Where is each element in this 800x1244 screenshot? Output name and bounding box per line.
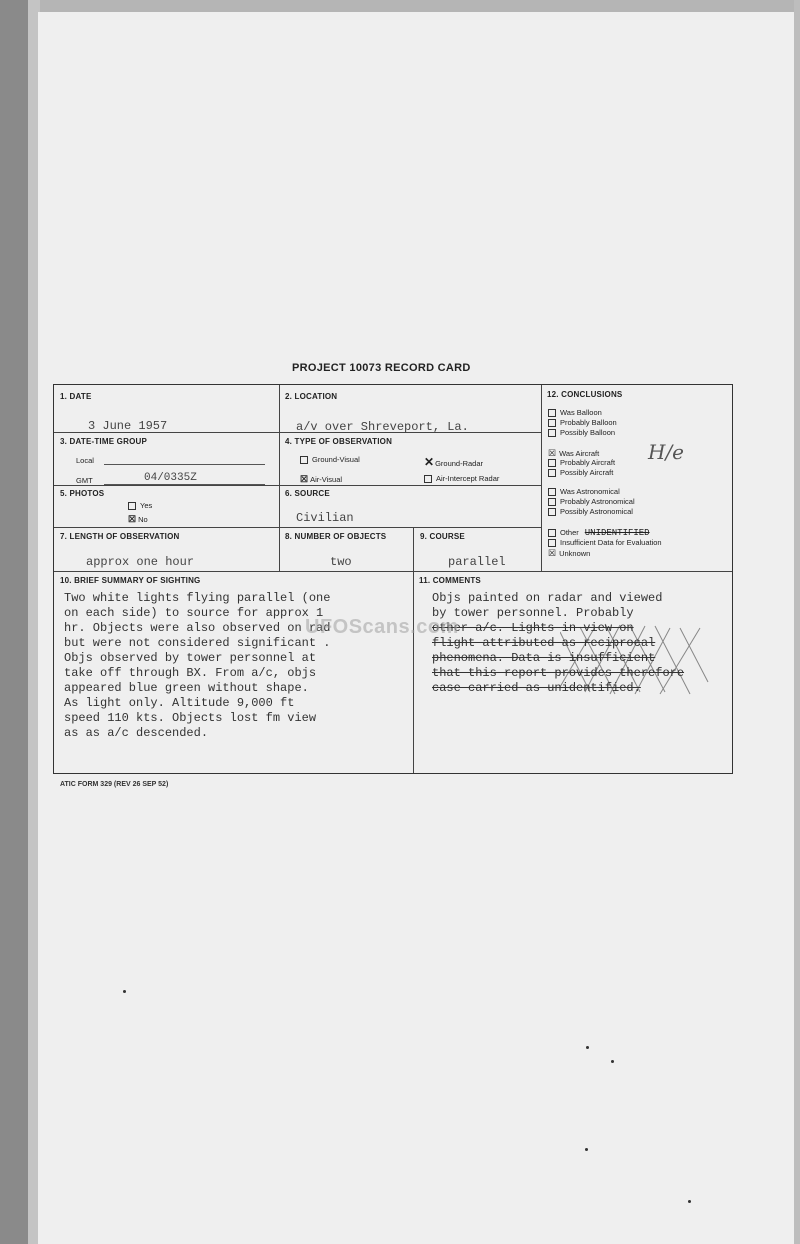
conclusion-item	[548, 528, 650, 538]
gmt-line	[104, 484, 265, 485]
photos-label: 5. PHOTOS	[60, 489, 105, 498]
conclusion-item	[548, 418, 617, 427]
text-line: flight attributed as reciprocal	[432, 636, 656, 650]
checkbox-icon	[548, 529, 556, 537]
conclusion-label: Possibly Aircraft	[560, 468, 614, 477]
scan-right-edge	[794, 0, 800, 1244]
conclusion-item	[548, 428, 615, 437]
photos-yes	[128, 501, 152, 510]
conclusion-label: Probably Aircraft	[560, 458, 616, 467]
checkbox-icon	[548, 498, 556, 506]
option-label: Ground-Radar	[435, 459, 484, 468]
conclusion-label: Was Astronomical	[560, 487, 620, 496]
option-ground-radar	[424, 455, 483, 469]
text-line: case carried as unidentified.	[432, 681, 641, 695]
scan-left-edge	[0, 0, 28, 1244]
conclusion-item	[548, 458, 615, 467]
length-label: 7. LENGTH OF OBSERVATION	[60, 532, 180, 541]
strikeout-hatching	[560, 622, 710, 696]
gmt-value: 04/0335Z	[144, 472, 197, 484]
checkbox-icon	[548, 409, 556, 417]
scan-speck	[585, 1148, 588, 1151]
date-value: 3 June 1957	[88, 419, 168, 433]
conclusion-item	[548, 468, 613, 477]
divider	[541, 385, 542, 572]
scan-speck	[586, 1046, 589, 1049]
checkbox-icon	[548, 488, 556, 496]
scan-top-edge	[0, 0, 800, 12]
text-line: speed 110 kts. Objects lost fm view	[64, 711, 317, 725]
text-line: take off through BX. From a/c, objs	[64, 666, 317, 680]
conclusion-label: Probably Astronomical	[560, 497, 635, 506]
conclusion-item	[548, 408, 602, 417]
summary-text	[64, 591, 330, 741]
scan-speck	[611, 1060, 614, 1063]
type-obs-label: 4. TYPE OF OBSERVATION	[285, 437, 393, 446]
gmt-label: GMT	[76, 476, 93, 485]
checkbox-icon	[548, 459, 556, 467]
text-line: As light only. Altitude 9,000 ft	[64, 696, 295, 710]
conclusion-label: Probably Balloon	[560, 418, 617, 427]
checkbox-icon	[548, 419, 556, 427]
option-ground-visual	[300, 455, 360, 464]
conclusion-item	[548, 507, 633, 516]
option-air-intercept-radar	[424, 474, 499, 483]
checkbox-icon	[128, 502, 136, 510]
text-line: appeared blue green without shape.	[64, 681, 309, 695]
divider	[54, 571, 732, 572]
location-label: 2. LOCATION	[285, 392, 338, 401]
date-label: 1. DATE	[60, 392, 92, 401]
handwritten-note: H/e	[648, 440, 685, 464]
text-line: Objs painted on radar and viewed	[432, 591, 663, 605]
text-line: hr. Objects were also observed on rad	[64, 621, 331, 635]
card-title: PROJECT 10073 RECORD CARD	[292, 362, 471, 374]
checkbox-icon	[548, 429, 556, 437]
checkmark-x-icon: ✕	[424, 455, 435, 469]
text-line: as as a/c descended.	[64, 726, 209, 740]
source-label: 6. SOURCE	[285, 489, 330, 498]
conclusion-label: Unknown	[559, 549, 591, 558]
text-line: Objs observed by tower personnel at	[64, 651, 317, 665]
conclusion-item	[548, 538, 662, 547]
text-line: on each side) to source for approx 1	[64, 606, 324, 620]
conclusion-label: Was Aircraft	[559, 449, 600, 458]
conclusion-item	[548, 548, 590, 559]
checkbox-icon	[424, 475, 432, 483]
checkmark-x-icon: ☒	[300, 474, 309, 484]
checkmark-x-icon: ☒	[548, 548, 557, 558]
conclusion-label: Insufficient Data for Evaluation	[560, 538, 662, 547]
conclusion-label: Was Balloon	[560, 408, 602, 417]
text-line: by tower personnel. Probably	[432, 606, 634, 620]
checkbox-icon	[548, 469, 556, 477]
checkmark-x-icon: ☒	[548, 448, 557, 458]
text-line: but were not considered significant .	[64, 636, 331, 650]
conclusion-label: Possibly Balloon	[560, 428, 616, 437]
text-line: phenomena. Data is insufficient	[432, 651, 656, 665]
course-label: 9. COURSE	[420, 532, 465, 541]
conclusion-label: Possibly Astronomical	[560, 507, 633, 516]
option-label: No	[138, 515, 148, 524]
dtg-label: 3. DATE-TIME GROUP	[60, 437, 148, 446]
num-objects-label: 8. NUMBER OF OBJECTS	[285, 532, 387, 541]
option-label: Air-Visual	[310, 475, 343, 484]
form-id: ATIC FORM 329 (REV 26 SEP 52)	[60, 781, 169, 788]
conclusion-label: Other	[560, 528, 579, 537]
source-value: Civilian	[296, 511, 354, 525]
option-label: Yes	[140, 501, 153, 510]
divider	[54, 485, 541, 486]
comments-label: 11. COMMENTS	[419, 576, 481, 585]
option-air-visual	[300, 474, 342, 485]
checkmark-x-icon: ☒	[128, 514, 137, 524]
text-line: that this report provides therefore	[432, 666, 685, 680]
other-value: UNIDENTIFIED	[584, 528, 650, 538]
conclusion-item	[548, 487, 620, 496]
local-label: Local	[76, 456, 94, 465]
course-value: parallel	[448, 555, 506, 569]
length-value: approx one hour	[86, 555, 195, 569]
checkbox-icon	[548, 508, 556, 516]
photos-no	[128, 514, 148, 525]
scan-speck	[688, 1200, 691, 1203]
num-objects-value: two	[330, 555, 352, 569]
option-label: Air-Intercept Radar	[436, 474, 500, 483]
divider	[279, 385, 280, 572]
option-label: Ground-Visual	[312, 455, 360, 464]
text-line: other a/c. Lights in view on	[432, 621, 634, 635]
checkbox-icon	[548, 539, 556, 547]
divider	[413, 527, 414, 773]
conclusions-label: 12. CONCLUSIONS	[547, 390, 623, 399]
location-value: a/v over Shreveport, La.	[296, 420, 469, 434]
divider	[54, 527, 541, 528]
scan-speck	[123, 990, 126, 993]
text-line: Two white lights flying parallel (one	[64, 591, 331, 605]
checkbox-icon	[300, 456, 308, 464]
local-line	[104, 464, 265, 465]
summary-label: 10. BRIEF SUMMARY OF SIGHTING	[60, 576, 201, 585]
conclusion-item	[548, 497, 635, 506]
watermark: UFOScans.com	[305, 616, 459, 638]
